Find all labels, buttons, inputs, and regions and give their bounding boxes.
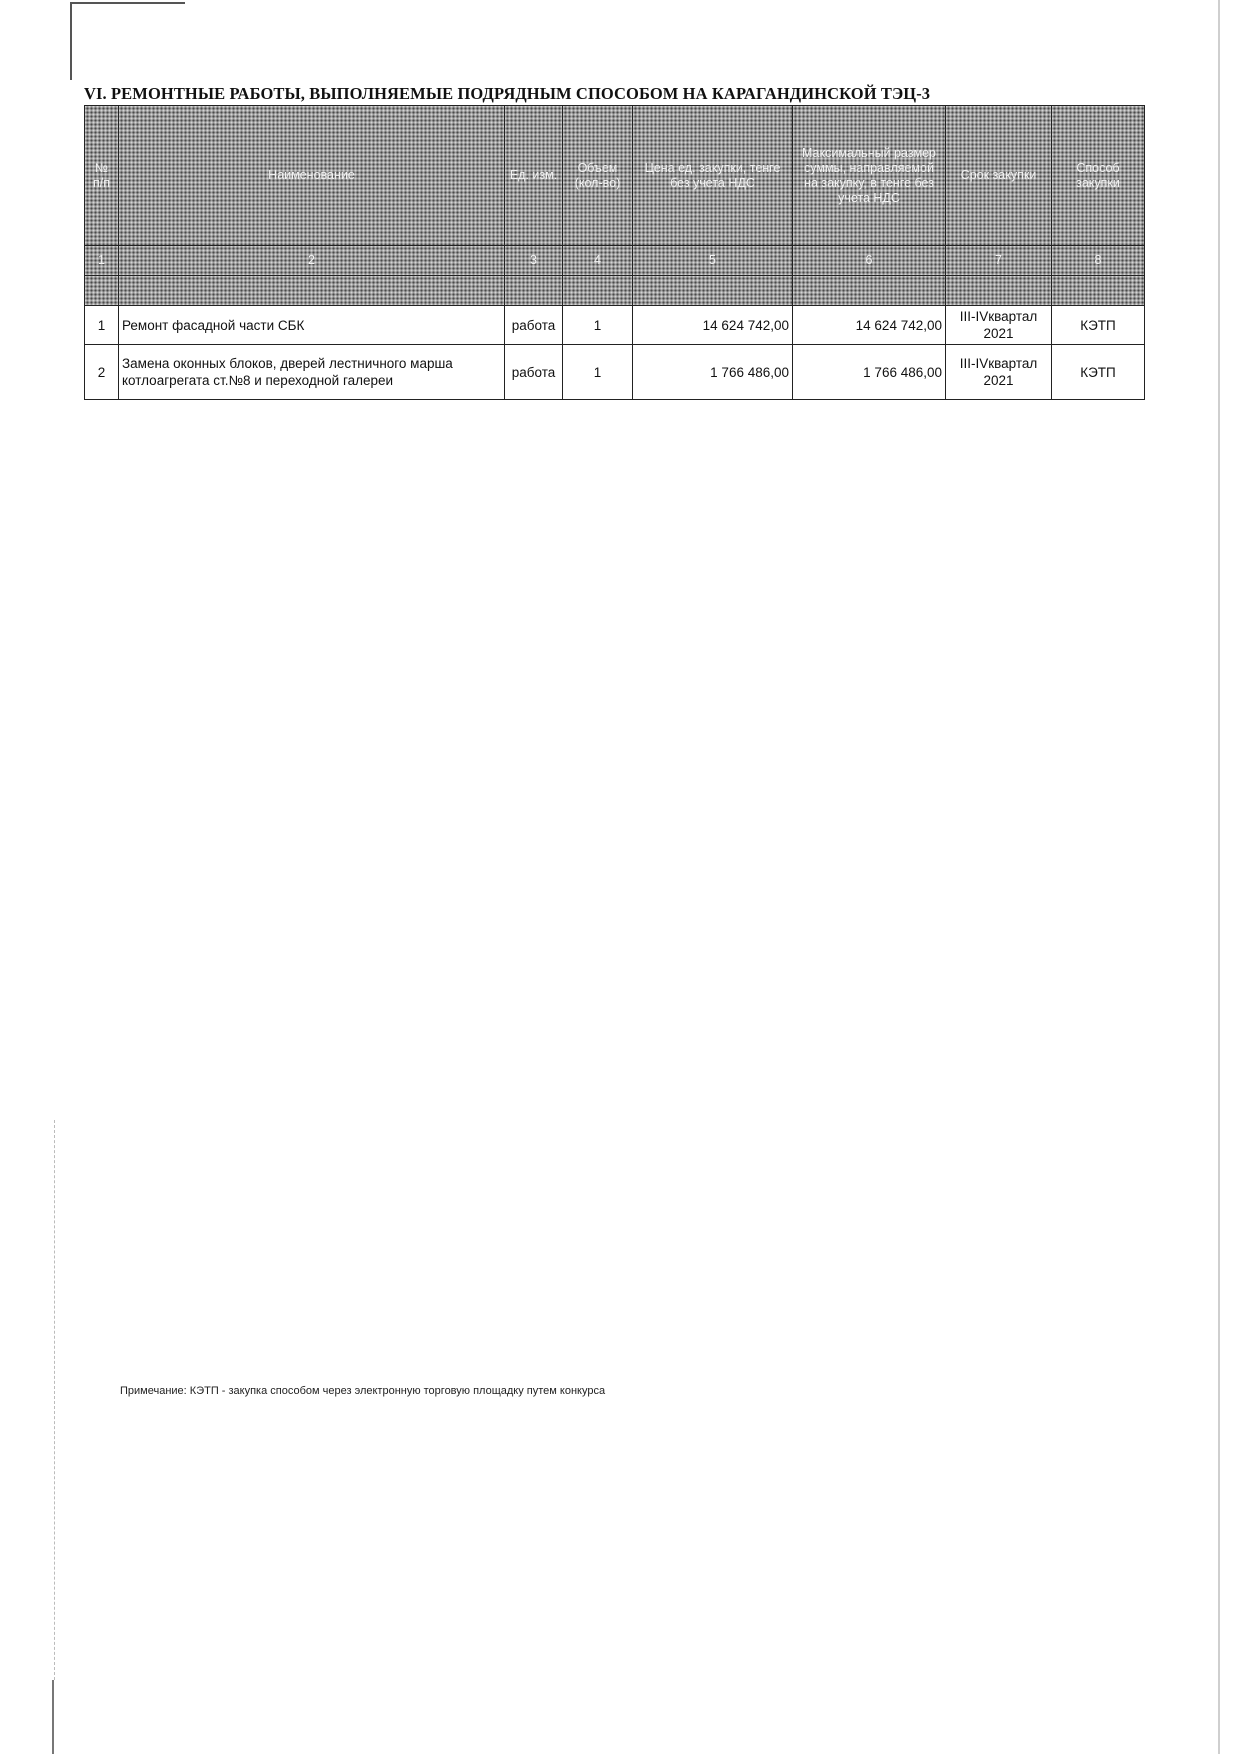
- procurement-table: [84, 105, 1145, 400]
- row-number: 1: [85, 306, 119, 345]
- footnote: Примечание: КЭТП - закупка способом через электронную торговую площадку путем конкурса: [120, 1385, 606, 1397]
- table-row: [85, 306, 1145, 345]
- item-unit-price: 14 624 742,00: [633, 306, 793, 345]
- column-number: 6: [793, 246, 946, 276]
- column-number: 7: [946, 246, 1052, 276]
- col-header-unit: Ед. изм.: [505, 106, 563, 246]
- item-term: III-IVквартал 2021: [946, 306, 1052, 345]
- col-header-term: Срок закупки: [946, 106, 1052, 246]
- item-unit-price: 1 766 486,00: [633, 345, 793, 400]
- item-unit: работа: [505, 306, 563, 345]
- column-number: 5: [633, 246, 793, 276]
- scan-edge: [1218, 0, 1220, 1754]
- scan-edge: [52, 1680, 54, 1754]
- scan-margin-marks: [54, 1120, 56, 1680]
- col-header-unit-price: Цена ед. закупки, тенге без учета НДС: [633, 106, 793, 246]
- item-max-sum: 1 766 486,00: [793, 345, 946, 400]
- item-name: Замена оконных блоков, дверей лестничного марша котлоагрегата ст.№8 и переходной галереи: [119, 345, 505, 400]
- item-method: КЭТП: [1052, 306, 1145, 345]
- col-header-method: Способ закупки: [1052, 106, 1145, 246]
- header-row: [85, 106, 1145, 246]
- col-header-max-sum: Максимальный размер суммы, направляемой на закупку, в тенге без учета НДС: [793, 106, 946, 246]
- column-number: 8: [1052, 246, 1145, 276]
- item-unit: работа: [505, 345, 563, 400]
- item-method: КЭТП: [1052, 345, 1145, 400]
- column-number: 4: [563, 246, 633, 276]
- item-max-sum: 14 624 742,00: [793, 306, 946, 345]
- column-number-row: [85, 246, 1145, 276]
- column-number: 2: [119, 246, 505, 276]
- table-row: [85, 345, 1145, 400]
- col-header-quantity: Объем (кол-во): [563, 106, 633, 246]
- column-number: 3: [505, 246, 563, 276]
- column-number: 1: [85, 246, 119, 276]
- section-title: VI. РЕМОНТНЫЕ РАБОТЫ, ВЫПОЛНЯЕМЫЕ ПОДРЯДНЫМ СПОСОБОМ НА КАРАГАНДИНСКОЙ ТЭЦ-3: [84, 84, 931, 103]
- item-term: III-IVквартал 2021: [946, 345, 1052, 400]
- item-name: Ремонт фасадной части СБК: [119, 306, 505, 345]
- col-header-name: Наименование: [119, 106, 505, 246]
- item-quantity: 1: [563, 306, 633, 345]
- item-quantity: 1: [563, 345, 633, 400]
- scan-edge: [70, 2, 72, 80]
- row-number: 2: [85, 345, 119, 400]
- col-header-number: № п/п: [85, 106, 119, 246]
- scan-edge: [70, 2, 185, 4]
- shaded-spacer-row: [85, 276, 1145, 306]
